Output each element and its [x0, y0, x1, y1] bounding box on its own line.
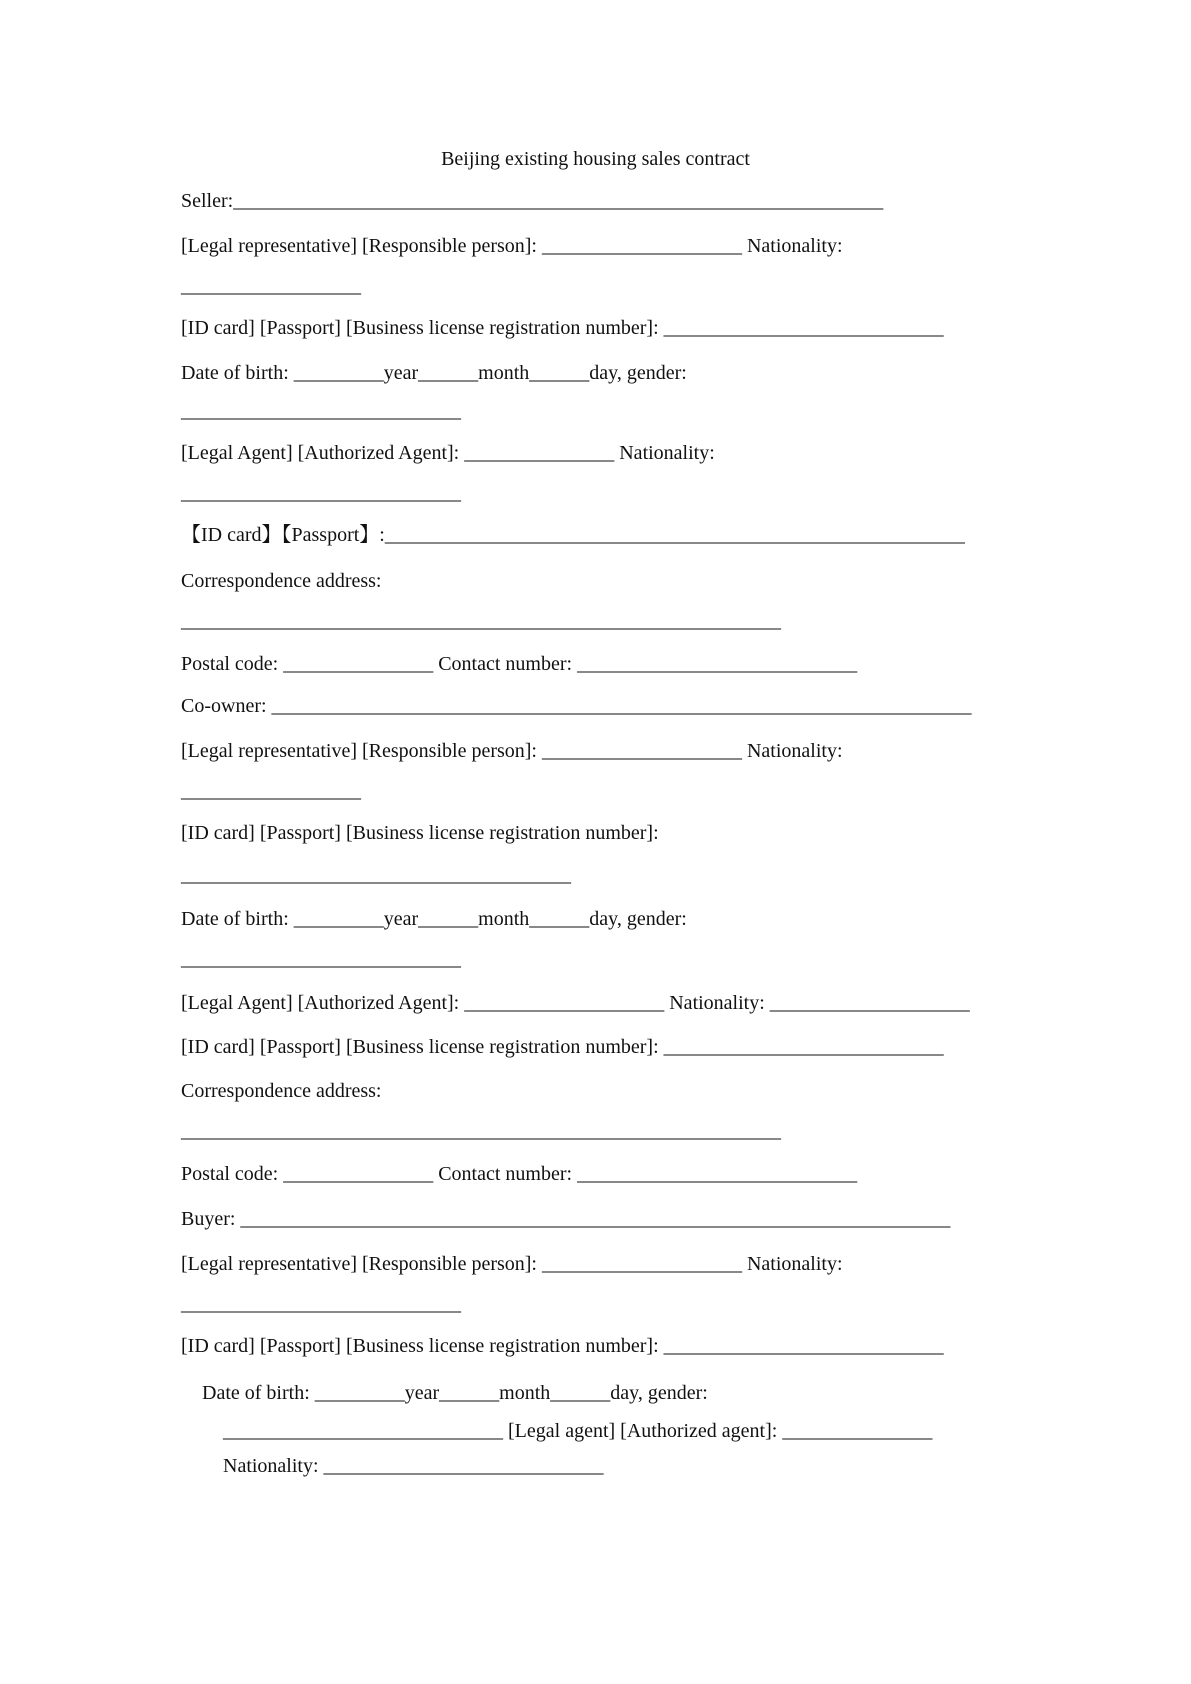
document-title: Beijing existing housing sales contract: [441, 148, 750, 170]
co-owner-address-label: Correspondence address:: [181, 1080, 382, 1102]
co-owner-line: Co-owner: ______________________________________________________________________: [181, 695, 972, 717]
co-owner-agent-id-line: [ID card] [Passport] [Business license registration number]: ____________________________: [181, 1036, 944, 1058]
buyer-legal-rep-line: [Legal representative] [Responsible person]: ____________________ Nationality:: [181, 1253, 843, 1275]
co-owner-legal-rep-line: [Legal representative] [Responsible person]: ____________________ Nationality:: [181, 740, 843, 762]
seller-agent-nationality-blank: ____________________________: [181, 482, 461, 504]
co-owner-agent-line: [Legal Agent] [Authorized Agent]: ____________________ Nationality: ____________________: [181, 992, 970, 1014]
buyer-nationality-blank: ____________________________: [181, 1293, 461, 1315]
buyer-id-line: [ID card] [Passport] [Business license registration number]: ____________________________: [181, 1335, 944, 1357]
co-owner-address-blank: ____________________________________________________________: [181, 1120, 781, 1142]
buyer-line: Buyer: _______________________________________________________________________: [181, 1208, 951, 1230]
buyer-dob-line: Date of birth: _________year______month______day, gender:: [202, 1382, 708, 1404]
seller-dob-line: Date of birth: _________year______month______day, gender:: [181, 362, 687, 384]
seller-agent-line: [Legal Agent] [Authorized Agent]: _______________ Nationality:: [181, 442, 715, 464]
seller-id-line: [ID card] [Passport] [Business license registration number]: ____________________________: [181, 317, 944, 339]
seller-address-blank: ____________________________________________________________: [181, 610, 781, 632]
co-owner-postal-contact-line: Postal code: _______________ Contact number: ____________________________: [181, 1163, 858, 1185]
co-owner-id-blank: _______________________________________: [181, 864, 571, 886]
co-owner-nationality-blank: __________________: [181, 780, 361, 802]
buyer-gender-agent-line: ____________________________ [Legal agent] [Authorized agent]: _______________: [223, 1420, 933, 1442]
seller-address-label: Correspondence address:: [181, 570, 382, 592]
co-owner-gender-blank: ____________________________: [181, 948, 461, 970]
seller-gender-blank: ____________________________: [181, 400, 461, 422]
co-owner-id-line: [ID card] [Passport] [Business license registration number]:: [181, 822, 659, 844]
seller-nationality-blank: __________________: [181, 275, 361, 297]
buyer-agent-nationality-line: Nationality: ____________________________: [223, 1455, 604, 1477]
co-owner-dob-line: Date of birth: _________year______month______day, gender:: [181, 908, 687, 930]
seller-agent-id-line: 【ID card】【Passport】:__________________________________________________________: [181, 524, 965, 546]
seller-legal-rep-line: [Legal representative] [Responsible person]: ____________________ Nationality:: [181, 235, 843, 257]
seller-line: Seller:_________________________________________________________________: [181, 190, 884, 212]
seller-postal-contact-line: Postal code: _______________ Contact number: ____________________________: [181, 653, 858, 675]
